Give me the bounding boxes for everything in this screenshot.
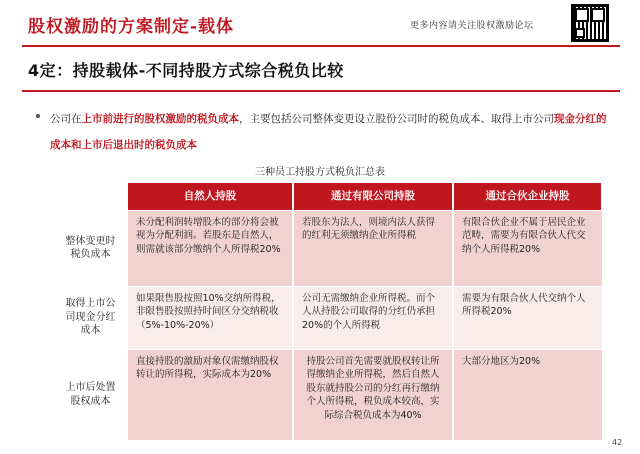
header-cell-limited-company: 通过有限公司持股 (293, 183, 453, 210)
table-cell: 直接持股的激励对象仅需缴纳股权转让的所得税，实际成本为20% (127, 349, 293, 440)
table-header-row (55, 183, 602, 210)
table-cell: 如果限售股按照10%交纳所得税，非限售股按照持时间区分交纳税收（5%-10%-20%） (127, 286, 293, 349)
intro-highlight-2: 现金分红的成本和上市后退出时的税负成本 (50, 113, 607, 151)
section-title: 4定：持股载体-不同持股方式综合税负比较 (28, 61, 344, 80)
table-row (55, 349, 602, 440)
table-cell: 需要为有限合伙人代交纳个人所得税20% (453, 286, 602, 349)
table-cell: 持股公司首先需要就股权转让所得缴纳企业所得税，然后自然人股东就持股公司的分红再行缴纳个人所得税，税负成本较高，实际综合税负成本为40% (293, 349, 453, 440)
table-cell: 未分配利润转增股本的部分将会被视为分配利润。若股东是自然人，则需就该部分缴纳个人所得税20% (127, 210, 293, 286)
page-header-subtitle: 更多内容请关注股权激励论坛 (410, 21, 534, 31)
row-label: 整体变更时税负成本 (55, 210, 127, 286)
table-cell: 若股东为法人，则境内法人获得的红利无须缴纳企业所得税 (293, 210, 453, 286)
intro-highlight-1: 上市前进行的股权激励的税负成本 (81, 113, 239, 125)
intro-text-1: 公司在 (50, 113, 82, 125)
section-divider (22, 90, 620, 92)
header-divider (22, 45, 620, 47)
row-label: 上市后处置股权成本 (55, 349, 127, 440)
table-cell: 大部分地区为20% (453, 349, 602, 440)
intro-paragraph (50, 106, 610, 158)
row-label: 取得上市公司现金分红成本 (55, 286, 127, 349)
page-number: 42 (612, 438, 623, 447)
table-cell: 公司无需缴纳企业所得税。而个人从持股公司取得的分红仍承担20%的个人所得税 (293, 286, 453, 349)
table-row (55, 210, 602, 286)
header-cell-individual: 自然人持股 (127, 183, 293, 210)
header-cell-partnership: 通过合伙企业持股 (453, 183, 602, 210)
header-cell-blank (55, 183, 127, 210)
qr-code-icon (571, 4, 609, 42)
page-header-title: 股权激励的方案制定-载体 (28, 17, 235, 37)
table-row (55, 286, 602, 349)
intro-text-2: ，主要包括公司整体变更设立股份公司时的税负成本、取得上市公司 (239, 113, 554, 125)
bullet-icon (36, 114, 40, 118)
table-cell: 有限合伙企业不属于居民企业范畴，需要为有限合伙人代交纳个人所得税20% (453, 210, 602, 286)
table-caption: 三种员工持股方式税负汇总表 (255, 167, 385, 178)
tax-comparison-table (55, 183, 603, 440)
